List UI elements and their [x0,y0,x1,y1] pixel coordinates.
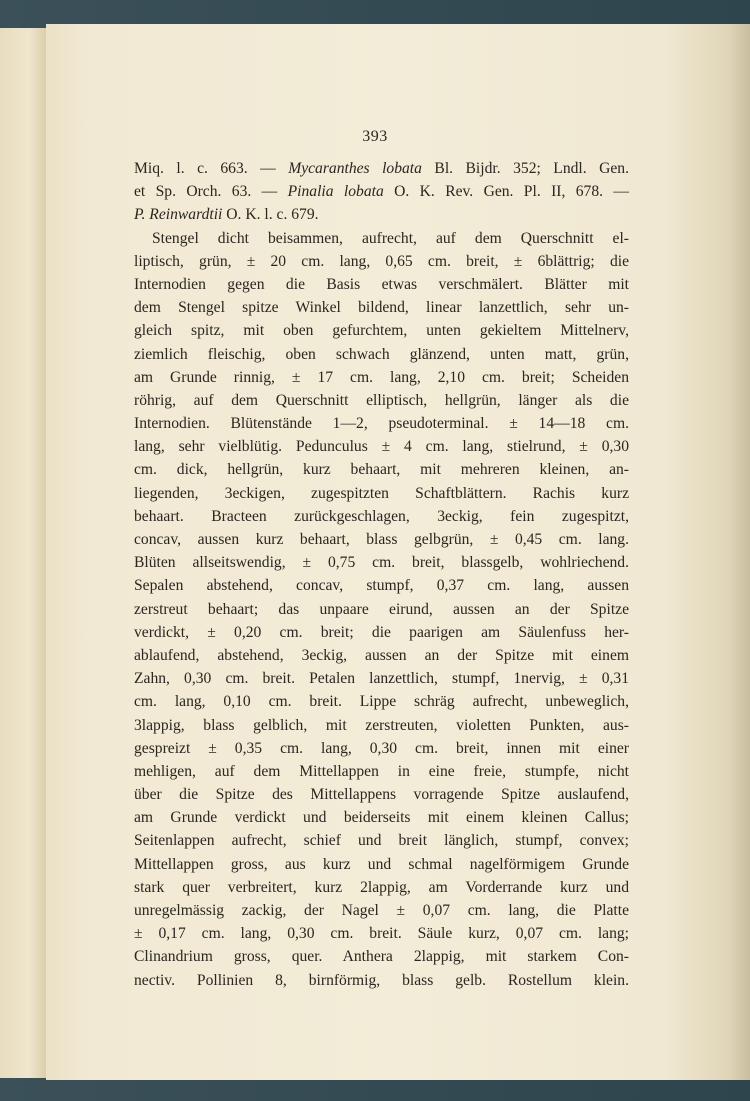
page-number: 393 [362,128,388,145]
text-line: nectiv. Pollinien 8, birnförmig, blass gelb. Rostellum klein. [134,971,629,989]
text-line: am Grunde verdickt und beiderseits mit einem kleinen Callus; [134,809,629,827]
text-line: Stengel dicht beisammen, aufrecht, auf dem Querschnitt el- [152,229,629,247]
text-line: ziemlich fleischig, oben schwach glänzend, unten matt, grün, [134,345,629,363]
text-line: gespreizt ± 0,35 cm. lang, 0,30 cm. breit, innen mit einer [134,739,629,757]
book-page [46,24,750,1080]
text-line: unregelmässig zackig, der Nagel ± 0,07 cm. lang, die Platte [134,902,629,919]
text-line: cm. dick, hellgrün, kurz behaart, mit mehreren kleinen, an- [134,461,629,479]
text-line: behaart. Bracteen zurückgeschlagen, 3eckig, fein zugespitzt, [134,507,629,525]
text-line: Internodien gegen die Basis etwas verschmälert. Blätter mit [134,275,629,293]
text-line: Internodien. Blütenstände 1—2, pseudoterminal. ± 14—18 cm. [134,415,629,433]
left-page-edge [0,28,49,1078]
text-line: liegenden, 3eckigen, zugespitzten Schaftblättern. Rachis kurz [134,484,629,502]
text-line: ± 0,17 cm. lang, 0,30 cm. breit. Säule kurz, 0,07 cm. lang; [134,925,629,943]
text-line: mehligen, auf dem Mittellappen in eine freie, stumpfe, nicht [134,762,629,780]
text-line: liptisch, grün, ± 20 cm. lang, 0,65 cm. breit, ± 6blättrig; die [134,252,629,270]
text-line: Zahn, 0,30 cm. breit. Petalen lanzettlich, stumpf, 1nervig, ± 0,31 [134,670,629,688]
text-line: zerstreut behaart; das unpaare eirund, aussen an der Spitze [134,600,629,618]
text-line: verdickt, ± 0,20 cm. breit; die paarigen am Säulenfuss her- [134,623,629,641]
text-line: über die Spitze des Mittellappens vorragende Spitze auslaufend, [134,786,629,804]
text-line: lang, sehr vielblütig. Pedunculus ± 4 cm. lang, stielrund, ± 0,30 [134,438,629,456]
text-line: Seitenlappen aufrecht, schief und breit länglich, stumpf, convex; [134,832,629,850]
text-line: dem Stengel spitze Winkel bildend, linear lanzettlich, sehr un- [134,299,629,317]
text-line: Clinandrium gross, quer. Anthera 2lappig, mit starkem Con- [134,948,629,966]
text-line: 3lappig, blass gelblich, mit zerstreuten, violetten Punkten, aus- [134,716,629,734]
text-line: gleich spitz, mit oben gefurchtem, unten gekieltem Mittelnerv, [134,322,629,340]
text-line: stark quer verbreitert, kurz 2lappig, am Vorderrande kurz und [134,878,629,896]
text-line: Sepalen abstehend, concav, stumpf, 0,37 cm. lang, aussen [134,577,629,595]
text-line: am Grunde rinnig, ± 17 cm. lang, 2,10 cm. breit; Scheiden [134,368,629,386]
text-line: Blüten allseitswendig, ± 0,75 cm. breit, blassgelb, wohlriechend. [134,554,629,572]
body-text [134,157,629,992]
text-line: ablaufend, abstehend, 3eckig, aussen an der Spitze mit einem [134,646,629,664]
text-line: Miq. l. c. 663. — Mycaranthes lobata Bl. Bijdr. 352; Lndl. Gen. [134,160,629,177]
text-line: Mittellappen gross, aus kurz und schmal nagelförmigem Grunde [134,855,629,873]
text-line: P. Reinwardtii O. K. l. c. 679. [134,206,319,224]
text-line: concav, aussen kurz behaart, blass gelbgrün, ± 0,45 cm. lang. [134,531,629,548]
text-line: röhrig, auf dem Querschnitt elliptisch, hellgrün, länger als die [134,391,629,409]
text-line: cm. lang, 0,10 cm. breit. Lippe schräg aufrecht, unbeweglich, [134,693,629,711]
text-line: et Sp. Orch. 63. — Pinalia lobata O. K. Rev. Gen. Pl. II, 678. — [134,183,629,201]
